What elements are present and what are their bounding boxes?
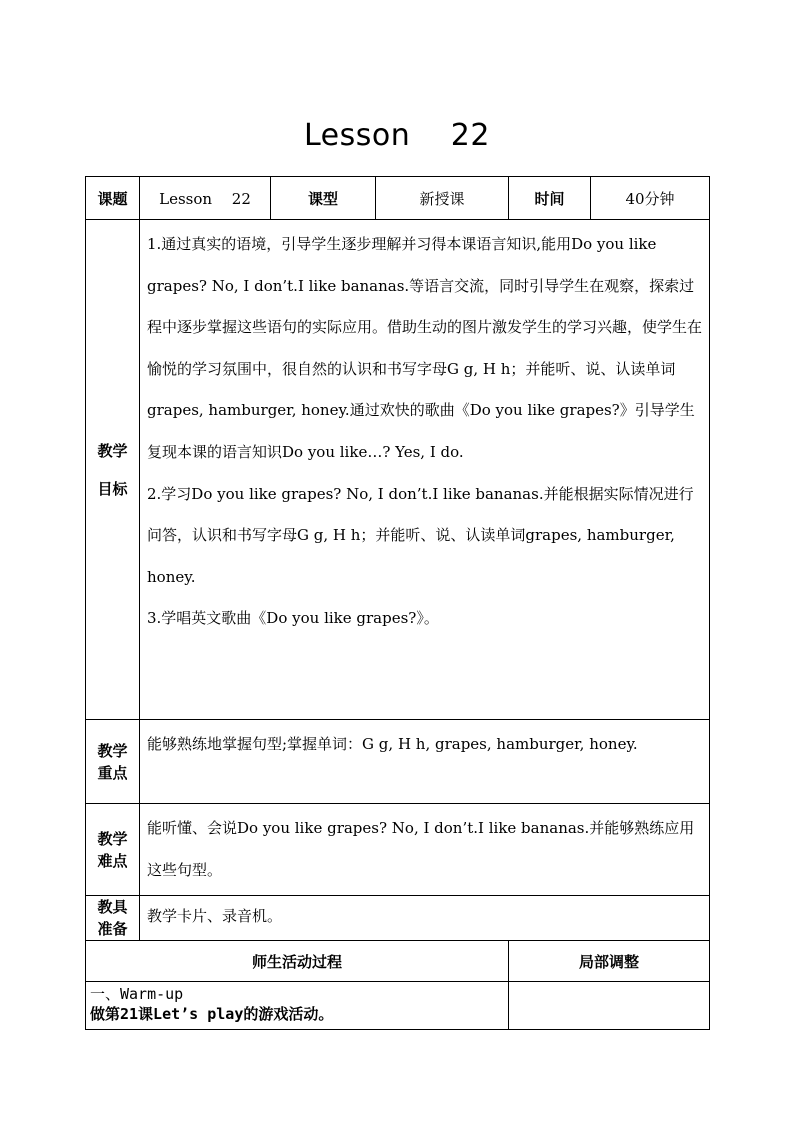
objective-2: 2.学习Do you like grapes? No, I don’t.I like bananas.并能根据实际情况进行问答，认识和书写字母G g, H h；并能听、说、认读单词grapes, hamburger, honey. — [147, 484, 694, 586]
key-points-label: 教学 重点 — [86, 720, 140, 804]
materials-row — [86, 896, 710, 941]
difficulties-text: 能听懂、会说Do you like grapes? No, I don’t.I like bananas.并能够熟练应用这些句型。 — [140, 804, 710, 896]
key-points-text: 能够熟练地掌握句型;掌握单词：G g, H h, grapes, hamburger, honey. — [140, 720, 710, 804]
materials-label: 教具 准备 — [86, 896, 140, 941]
objective-3: 3.学唱英文歌曲《Do you like grapes?》。 — [147, 609, 439, 628]
time-value: 40分钟 — [591, 177, 710, 220]
difficulties-row — [86, 804, 710, 896]
objectives-label: 教学 目标 — [86, 220, 140, 720]
topic-value: Lesson 22 — [140, 177, 271, 220]
page-title: Lesson 22 — [304, 118, 490, 153]
adjustment-header: 局部调整 — [509, 941, 710, 982]
lesson-plan-table — [85, 176, 710, 1030]
topic-label: 课题 — [86, 177, 140, 220]
warmup-adjustment-cell — [509, 982, 710, 1030]
time-label: 时间 — [509, 177, 591, 220]
process-header-row — [86, 941, 710, 982]
type-label: 课型 — [271, 177, 376, 220]
objectives-row — [86, 220, 710, 720]
key-points-row — [86, 720, 710, 804]
objective-1: 1.通过真实的语境，引导学生逐步理解并习得本课语言知识,能用Do you like grapes? No, I don’t.I like bananas.等语言交流，同时引导学生在观察，探索过程中逐步掌握这些语句的实际应用。借助生动的图片激发学生的学习兴趣，使学生在愉悦的学习氛围中，很自然的认识和书写字母G g, H h；并能听、说、认读单词grapes, hamburger, honey.通过欢快的歌曲《Do you like grapes?》引导学生复现本课的语言知识Do you like…? Yes, I do. — [147, 235, 703, 461]
process-header: 师生活动过程 — [86, 941, 509, 982]
difficulties-label: 教学 难点 — [86, 804, 140, 896]
warmup-text: 做第21课Let’s play的游戏活动。 — [90, 1005, 334, 1024]
warmup-cell — [86, 982, 509, 1030]
type-value: 新授课 — [376, 177, 509, 220]
objectives-content — [140, 220, 710, 720]
materials-text: 教学卡片、录音机。 — [140, 896, 710, 941]
header-row — [86, 177, 710, 220]
warmup-row — [86, 982, 710, 1030]
warmup-title: 一、Warm-up — [90, 985, 184, 1004]
